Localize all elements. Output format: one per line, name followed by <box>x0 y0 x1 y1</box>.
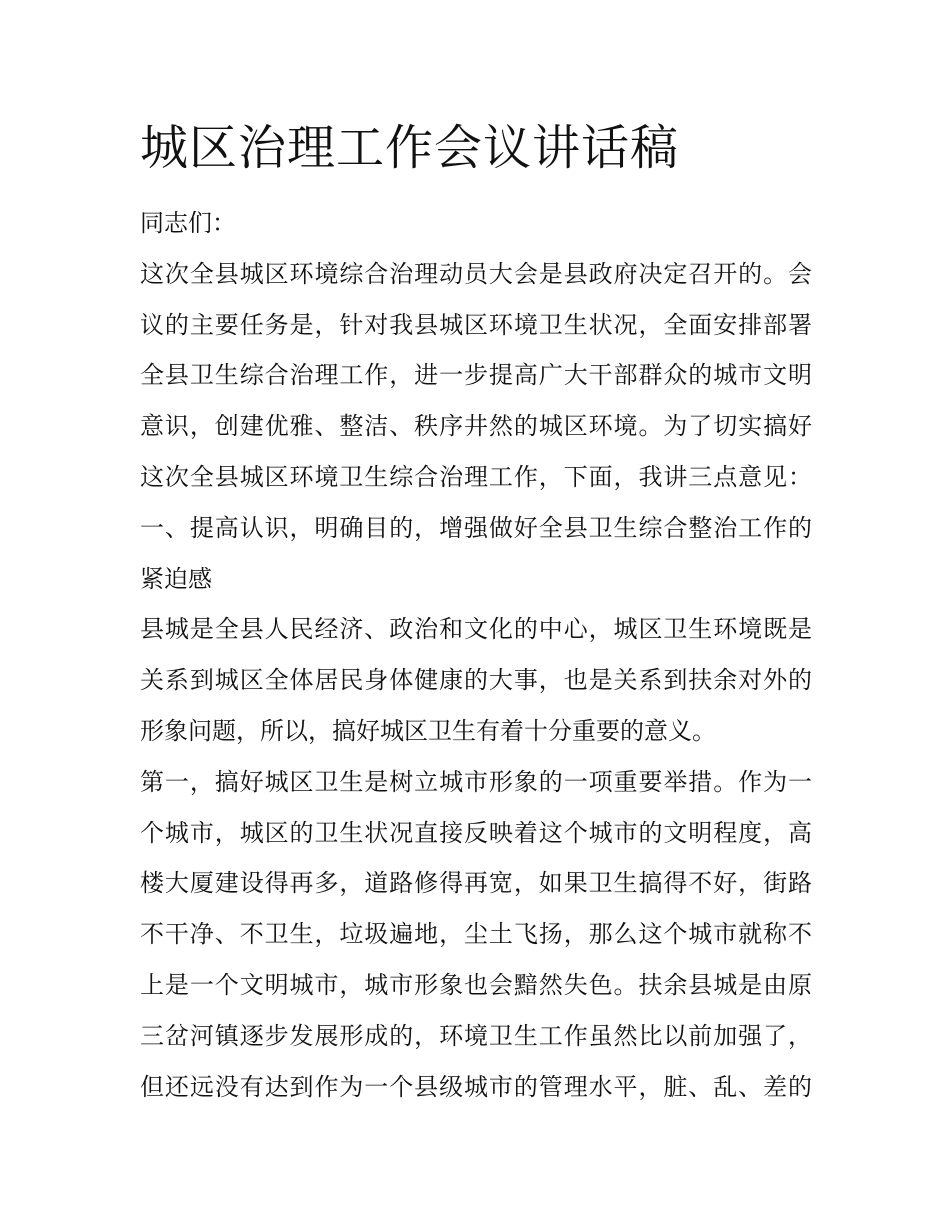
paragraph-line: 不干净、不卫生，垃圾遍地，尘土飞扬，那么这个城市就称不 <box>140 920 812 949</box>
paragraph-line: 但还远没有达到作为一个县级城市的管理水平，脏、乱、差的 <box>140 1072 812 1101</box>
paragraph-line: 这次全县城区环境综合治理动员大会是县政府决定召开的。会 <box>140 259 812 288</box>
paragraph-line: 形象问题，所以，搞好城区卫生有着十分重要的意义。 <box>140 716 716 745</box>
paragraph-line: 议的主要任务是，针对我县城区环境卫生状况，全面安排部署 <box>140 310 812 339</box>
paragraph-line: 第一，搞好城区卫生是树立城市形象的一项重要举措。作为一 <box>140 767 812 796</box>
salutation-line: 同志们： <box>140 209 236 237</box>
paragraph-line: 三岔河镇逐步发展形成的，环境卫生工作虽然比以前加强了， <box>140 1021 812 1050</box>
paragraph-line: 县城是全县人民经济、政治和文化的中心，城区卫生环境既是 <box>140 615 812 644</box>
section-heading-line: 紧迫感 <box>140 564 212 593</box>
paragraph-line: 这次全县城区环境卫生综合治理工作，下面，我讲三点意见： <box>140 462 812 491</box>
paragraph-line: 意识，创建优雅、整洁、秩序井然的城区环境。为了切实搞好 <box>140 412 812 441</box>
paragraph-line: 全县卫生综合治理工作，进一步提高广大干部群众的城市文明 <box>140 361 812 390</box>
paragraph-line: 个城市，城区的卫生状况直接反映着这个城市的文明程度，高 <box>140 818 812 847</box>
section-heading-line: 一、提高认识，明确目的，增强做好全县卫生综合整治工作的 <box>140 513 812 542</box>
document-body <box>140 198 812 1112</box>
paragraph-line: 关系到城区全体居民身体健康的大事，也是关系到扶余对外的 <box>140 666 812 695</box>
document-title: 城区治理工作会议讲话稿 <box>140 120 680 176</box>
paragraph-line: 上是一个文明城市，城市形象也会黯然失色。扶余县城是由原 <box>140 970 812 999</box>
paragraph-line: 楼大厦建设得再多，道路修得再宽，如果卫生搞得不好，街路 <box>140 869 812 898</box>
